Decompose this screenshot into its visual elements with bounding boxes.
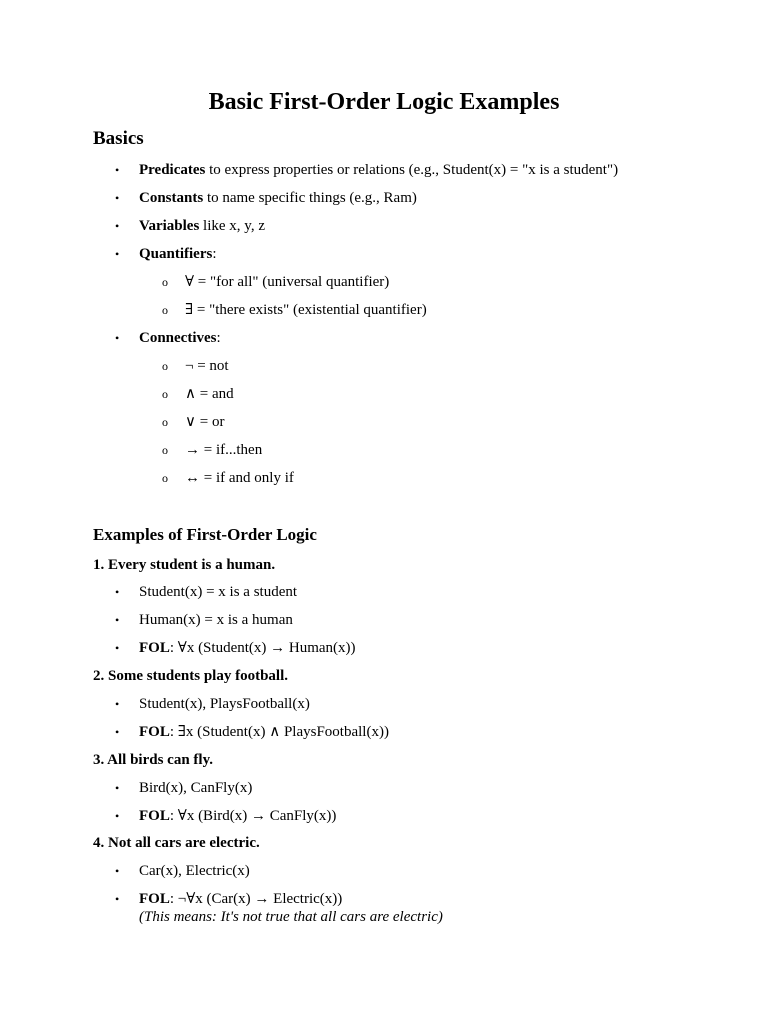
sub-list-item: [162, 300, 427, 320]
list-item: [115, 778, 253, 798]
term-quantifiers: Quantifiers: [139, 246, 213, 262]
fol-formula: : ∃x (Student(x) ∧ PlaysFootball(x)): [169, 724, 389, 740]
bullet-icon: •: [115, 331, 120, 345]
bullet-icon: •: [115, 781, 120, 795]
term-constants: Constants: [139, 190, 204, 206]
list-item: [115, 244, 217, 264]
item-text: like x, y, z: [199, 218, 265, 234]
list-item: [115, 216, 265, 236]
bullet-icon: •: [115, 641, 120, 655]
list-item: [115, 610, 293, 630]
fol-label: FOL: [139, 724, 170, 740]
circle-bullet-icon: o: [162, 415, 168, 429]
bullet-icon: •: [115, 219, 120, 233]
fol-label: FOL: [139, 891, 170, 907]
item-text: to name specific things (e.g., Ram): [203, 190, 417, 206]
sub-list-item: [162, 468, 294, 488]
item-text: → = if...then: [185, 442, 263, 458]
sub-list-item: [162, 440, 263, 460]
bullet-icon: •: [115, 725, 120, 739]
examples-heading: Examples of First-Order Logic: [93, 525, 317, 544]
basics-heading: Basics: [93, 128, 144, 149]
fol-note: (This means: It's not true that all cars are electric): [139, 909, 443, 925]
bullet-icon: •: [115, 697, 120, 711]
item-text: Car(x), Electric(x): [139, 863, 250, 879]
item-text: :: [216, 330, 221, 346]
item-text: ¬ = not: [185, 358, 229, 374]
example-4-heading: 4. Not all cars are electric.: [93, 835, 260, 851]
bullet-icon: •: [115, 163, 120, 177]
bullet-icon: •: [115, 864, 120, 878]
item-text: Student(x), PlaysFootball(x): [139, 696, 310, 712]
item-text: ↔ = if and only if: [185, 470, 294, 486]
example-1-heading: 1. Every student is a human.: [93, 557, 276, 573]
circle-bullet-icon: o: [162, 275, 168, 289]
list-item: [115, 722, 389, 742]
bullet-icon: •: [115, 585, 120, 599]
circle-bullet-icon: o: [162, 387, 168, 401]
sub-list-item: [162, 272, 390, 292]
fol-label: FOL: [139, 640, 170, 656]
example-3-heading: 3. All birds can fly.: [93, 752, 214, 768]
list-item: [115, 582, 298, 602]
list-item: [115, 806, 337, 826]
circle-bullet-icon: o: [162, 443, 168, 457]
item-text: ∧ = and: [185, 386, 234, 402]
list-item: [115, 328, 221, 348]
fol-label: FOL: [139, 808, 170, 824]
circle-bullet-icon: o: [162, 471, 168, 485]
item-text: :: [212, 246, 217, 262]
fol-formula: : ∀x (Bird(x) → CanFly(x)): [169, 808, 337, 824]
list-item: [115, 188, 417, 208]
fol-formula: : ¬∀x (Car(x) → Electric(x)): [169, 891, 343, 907]
bullet-icon: •: [115, 247, 120, 261]
item-text: to express properties or relations (e.g., Student(x) = "x is a student"): [205, 162, 619, 178]
circle-bullet-icon: o: [162, 303, 168, 317]
term-predicates: Predicates: [139, 162, 206, 178]
item-text: ∨ = or: [185, 414, 225, 430]
bullet-icon: •: [115, 613, 120, 627]
item-text: Human(x) = x is a human: [139, 612, 293, 628]
fol-formula: : ∀x (Student(x) → Human(x)): [169, 640, 356, 656]
item-text: Bird(x), CanFly(x): [139, 780, 253, 796]
list-item: [115, 694, 310, 714]
example-2-heading: 2. Some students play football.: [93, 668, 289, 684]
sub-list-item: [162, 384, 234, 404]
circle-bullet-icon: o: [162, 359, 168, 373]
document-title: Basic First-Order Logic Examples: [208, 89, 560, 115]
term-connectives: Connectives: [139, 330, 217, 346]
list-item: [115, 889, 343, 909]
list-item: [115, 638, 356, 658]
list-item: [115, 160, 619, 180]
item-text: Student(x) = x is a student: [139, 584, 298, 600]
bullet-icon: •: [115, 191, 120, 205]
item-text: ∃ = "there exists" (existential quantifier): [185, 302, 427, 318]
bullet-icon: •: [115, 892, 120, 906]
sub-list-item: [162, 356, 229, 376]
bullet-icon: •: [115, 809, 120, 823]
term-variables: Variables: [139, 218, 200, 234]
item-text: ∀ = "for all" (universal quantifier): [185, 274, 390, 290]
list-item: [115, 861, 250, 881]
sub-list-item: [162, 412, 225, 432]
